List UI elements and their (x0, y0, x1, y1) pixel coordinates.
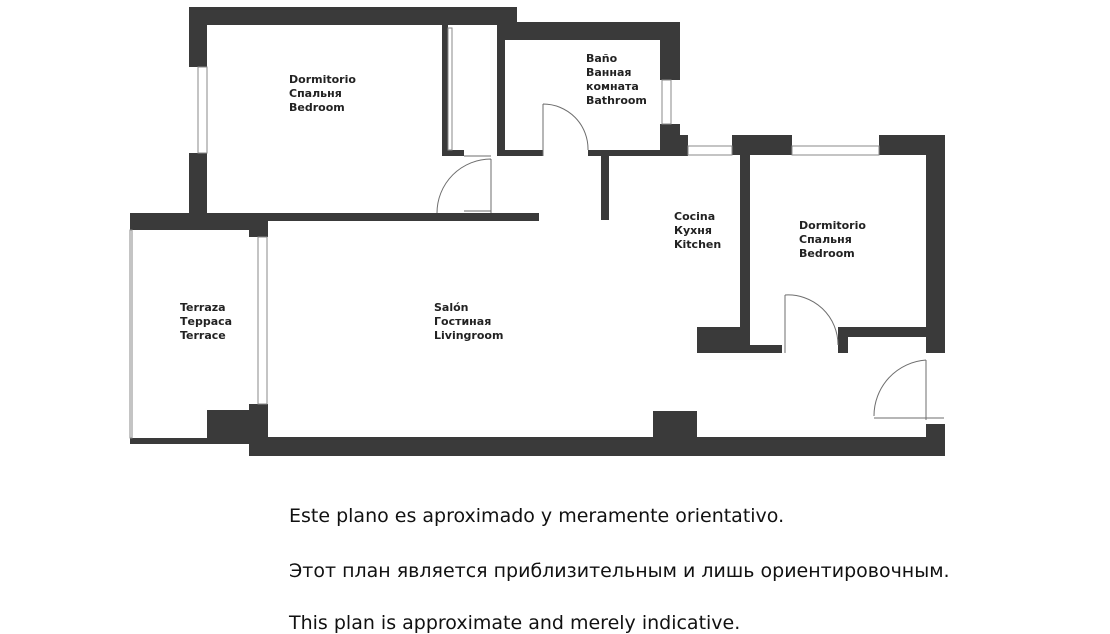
kitchen-label-ru: Кухня (674, 224, 712, 237)
bathroom-label-ru-2: комната (586, 80, 639, 93)
bedroom-2-label-es: Dormitorio (799, 219, 866, 232)
kitchen-label-es: Cocina (674, 210, 716, 223)
disclaimer-russian: Этот план является приблизительным и лишь ориентировочным. (289, 560, 950, 582)
terrace-label-es: Terraza (180, 301, 226, 314)
bedroom-1-label-es: Dormitorio (289, 73, 356, 86)
bedroom-1-label-ru: Спальня (289, 87, 342, 100)
bedroom-2-label-en: Bedroom (799, 247, 855, 260)
terrace-label (180, 301, 236, 342)
living-room-label (434, 301, 503, 342)
terrace-label-en: Terrace (180, 329, 226, 342)
bathroom-label-en: Bathroom (586, 94, 647, 107)
bedroom-2-label-ru: Спальня (799, 233, 852, 246)
bedroom-2-label (799, 219, 870, 260)
disclaimer-english: This plan is approximate and merely indicative. (289, 612, 741, 634)
room-labels (180, 52, 870, 342)
bathroom-label-ru-1: Ванная (586, 66, 632, 79)
kitchen-label (674, 210, 721, 251)
living-room-label-en: Livingroom (434, 329, 504, 342)
bedroom-1-label-en: Bedroom (289, 101, 345, 114)
living-room-label-es: Salón (434, 301, 469, 314)
bathroom-label (586, 52, 647, 107)
kitchen-label-en: Kitchen (674, 238, 722, 251)
bathroom-label-es: Baño (586, 52, 618, 65)
living-room-label-ru: Гостиная (434, 315, 492, 328)
bedroom-1-label (289, 73, 360, 114)
terrace-label-ru: Терраса (180, 315, 233, 328)
disclaimer-spanish: Este plano es aproximado y meramente orientativo. (289, 505, 785, 527)
